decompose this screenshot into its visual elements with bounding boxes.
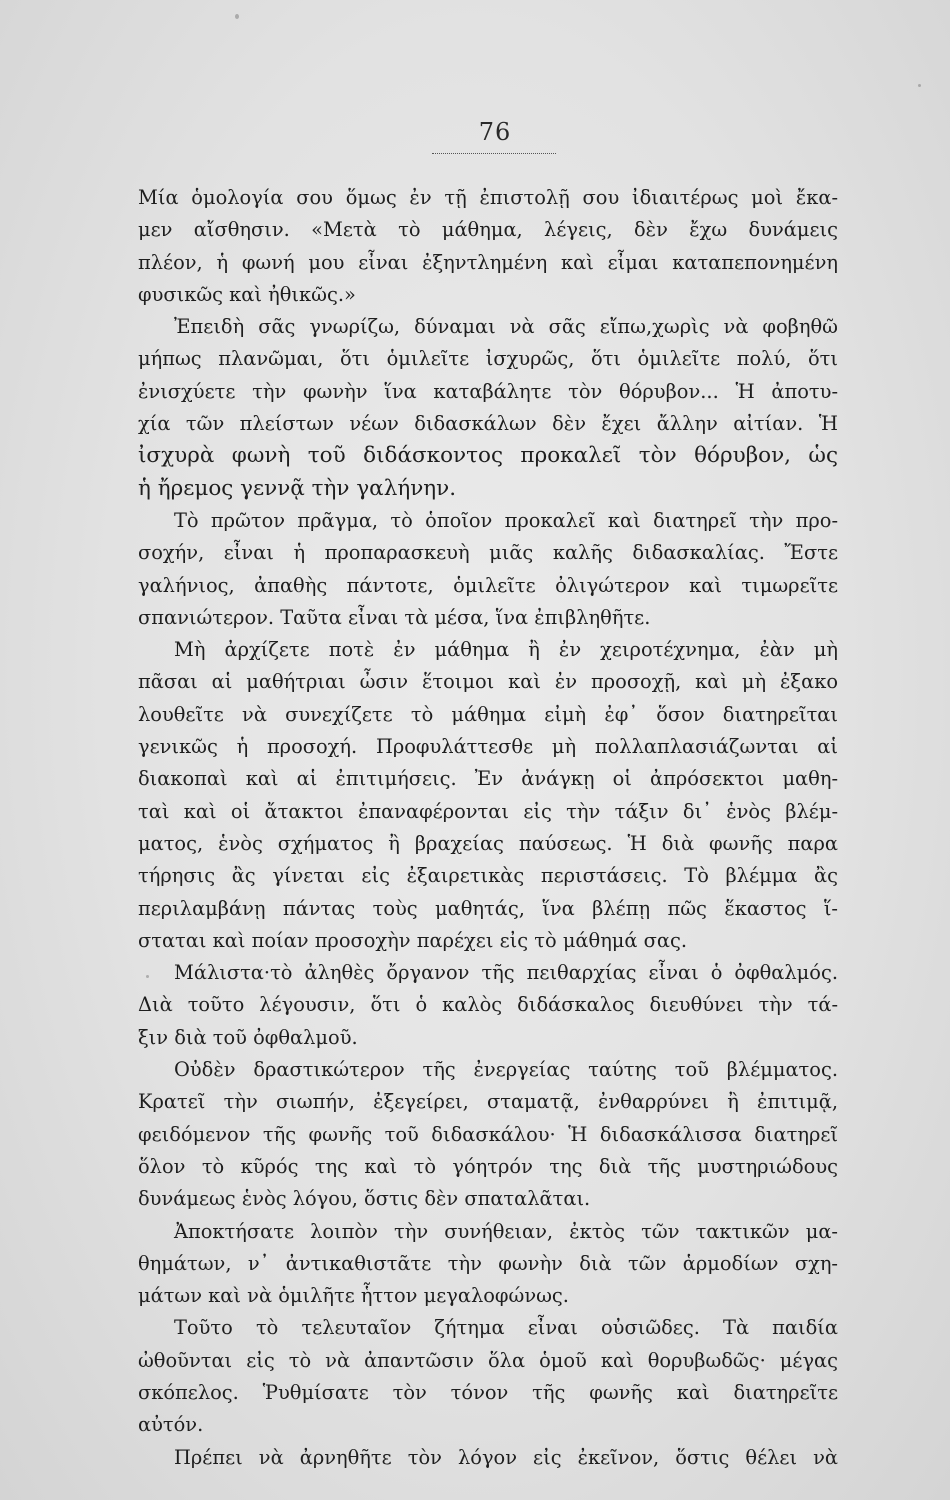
text-line: πλέον, ἡ φωνή μου εἶναι ἐξηντλημένη καὶ εἶμαι καταπεπονημένη: [138, 250, 838, 274]
text-line: Ἐπειδὴ σᾶς γνωρίζω, δύναμαι νὰ σᾶς εἴπω,χωρὶς νὰ φοβηθῶ: [174, 315, 838, 339]
text-line: ταὶ καὶ οἱ ἄτακτοι ἐπαναφέρονται εἰς τὴν τάξιν δι᾽ ἑνὸς βλέμ-: [138, 799, 838, 823]
text-line: φυσικῶς καὶ ἠθικῶς.»: [138, 282, 356, 306]
text-line: Μάλιστα·τὸ ἀληθὲς ὄργανον τῆς πειθαρχίας εἶναι ὁ ὀφθαλμός.: [174, 961, 838, 985]
text-line: Ἀποκτήσατε λοιπὸν τὴν συνήθειαν, ἐκτὸς τῶν τακτικῶν μα-: [174, 1219, 838, 1243]
text-line: ἡ ἤρεμος γεννᾷ τὴν γαλήνην.: [138, 475, 457, 501]
body-text: [138, 182, 838, 1474]
text-line: ἐνισχύετε τὴν φωνὴν ἵνα καταβάλητε τὸν θόρυβον... Ἡ ἀποτυ-: [138, 379, 838, 403]
text-line: Τὸ πρῶτον πρᾶγμα, τὸ ὁποῖον προκαλεῖ καὶ διατηρεῖ τὴν προ-: [174, 508, 838, 532]
text-line: πᾶσαι αἱ μαθήτριαι ὦσιν ἕτοιμοι καὶ ἐν προσοχῇ, καὶ μὴ ἐξακο: [138, 670, 838, 694]
text-line: Οὐδὲν δραστικώτερον τῆς ἐνεργείας ταύτης τοῦ βλέμματος.: [174, 1058, 838, 1082]
text-line: λουθεῖτε νὰ συνεχίζετε τὸ μάθημα εἰμὴ ἐφ᾽ ὅσον διατηρεῖται: [138, 702, 838, 726]
print-speck: [918, 84, 921, 87]
print-speck: [235, 14, 239, 19]
text-line: δυνάμεως ἑνὸς λόγου, ὅστις δὲν σπαταλᾶται.: [138, 1187, 591, 1211]
text-line: φειδόμενον τῆς φωνῆς τοῦ διδασκάλου· Ἡ διδασκάλισσα διατηρεῖ: [138, 1122, 838, 1146]
text-line: ξιν διὰ τοῦ ὀφθαλμοῦ.: [138, 1025, 358, 1049]
text-line: Πρέπει νὰ ἀρνηθῆτε τὸν λόγον εἰς ἐκεῖνον, ὅστις θέλει νὰ: [174, 1445, 838, 1469]
text-line: μήπως πλανῶμαι, ὅτι ὁμιλεῖτε ἰσχυρῶς, ὅτι ὁμιλεῖτε πολύ, ὅτι: [138, 347, 838, 371]
text-line: μάτων καὶ νὰ ὁμιλῆτε ἧττον μεγαλοφώνως.: [138, 1284, 569, 1308]
text-line: Τοῦτο τὸ τελευταῖον ζήτημα εἶναι οὐσιῶδες. Τὰ παιδία: [174, 1316, 838, 1340]
page-number: 76: [478, 118, 512, 146]
text-line: ὅλον τὸ κῦρός της καὶ τὸ γόητρόν της διὰ τῆς μυστηριώδους: [138, 1154, 838, 1178]
text-line: γαλήνιος, ἀπαθὴς πάντοτε, ὁμιλεῖτε ὀλιγώτερον καὶ τιμωρεῖτε: [138, 573, 838, 597]
text-line: Μία ὁμολογία σου ὅμως ἐν τῇ ἐπιστολῇ σου ἰδιαιτέρως μοὶ ἔκα-: [138, 186, 838, 209]
text-line: χία τῶν πλείστων νέων διδασκάλων δὲν ἔχει ἄλλην αἰτίαν. Ἡ: [138, 412, 838, 436]
text-line: θημάτων, ν᾽ ἀντικαθιστᾶτε τὴν φωνὴν διὰ τῶν ἁρμοδίων σχη-: [138, 1251, 838, 1275]
text-line: σοχήν, εἶναι ἡ προπαρασκευὴ μιᾶς καλῆς διδασκαλίας. Ἔστε: [138, 541, 838, 565]
text-line: διακοπαὶ καὶ αἱ ἐπιτιμήσεις. Ἐν ἀνάγκῃ οἱ ἀπρόσεκτοι μαθη-: [138, 767, 838, 791]
text-line: Κρατεῖ τὴν σιωπήν, ἐξεγείρει, σταματᾷ, ἐνθαρρύνει ἢ ἐπιτιμᾷ,: [138, 1090, 838, 1114]
text-line: ματος, ἑνὸς σχήματος ἢ βραχείας παύσεως. Ἡ διὰ φωνῆς παρα: [138, 831, 838, 855]
text-line: σταται καὶ ποίαν προσοχὴν παρέχει εἰς τὸ μάθημά σας.: [138, 928, 688, 952]
text-line: σπανιώτερον. Ταῦτα εἶναι τὰ μέσα, ἵνα ἐπιβληθῆτε.: [138, 605, 651, 629]
text-line: ἰσχυρὰ φωνὴ τοῦ διδάσκοντος προκαλεῖ τὸν θόρυβον, ὡς: [138, 443, 838, 469]
text-line: μεν αἴσθησιν. «Μετὰ τὸ μάθημα, λέγεις, δὲν ἔχω δυνάμεις: [138, 218, 838, 242]
text-line: γενικῶς ἡ προσοχή. Προφυλάττεσθε μὴ πολλαπλασιάζωνται αἱ: [138, 735, 838, 759]
page-number-rule: [432, 153, 556, 154]
text-line: Μὴ ἀρχίζετε ποτὲ ἐν μάθημα ἢ ἐν χειροτέχνημα, ἐὰν μὴ: [174, 638, 838, 662]
text-line: περιλαμβάνῃ πάντας τοὺς μαθητάς, ἵνα βλέπῃ πῶς ἕκαστος ἵ-: [138, 896, 838, 920]
text-line: Διὰ τοῦτο λέγουσιν, ὅτι ὁ καλὸς διδάσκαλος διευθύνει τὴν τά-: [138, 993, 838, 1017]
text-line: ὠθοῦνται εἰς τὸ νὰ ἀπαντῶσιν ὅλα ὁμοῦ καὶ θορυβωδῶς· μέγας: [138, 1348, 838, 1372]
text-line: σκόπελος. Ῥυθμίσατε τὸν τόνον τῆς φωνῆς καὶ διατηρεῖτε: [138, 1380, 838, 1404]
text-line: αὐτόν.: [138, 1413, 204, 1437]
text-line: τήρησις ἂς γίνεται εἰς ἐξαιρετικὰς περιστάσεις. Τὸ βλέμμα ἂς: [138, 864, 838, 888]
